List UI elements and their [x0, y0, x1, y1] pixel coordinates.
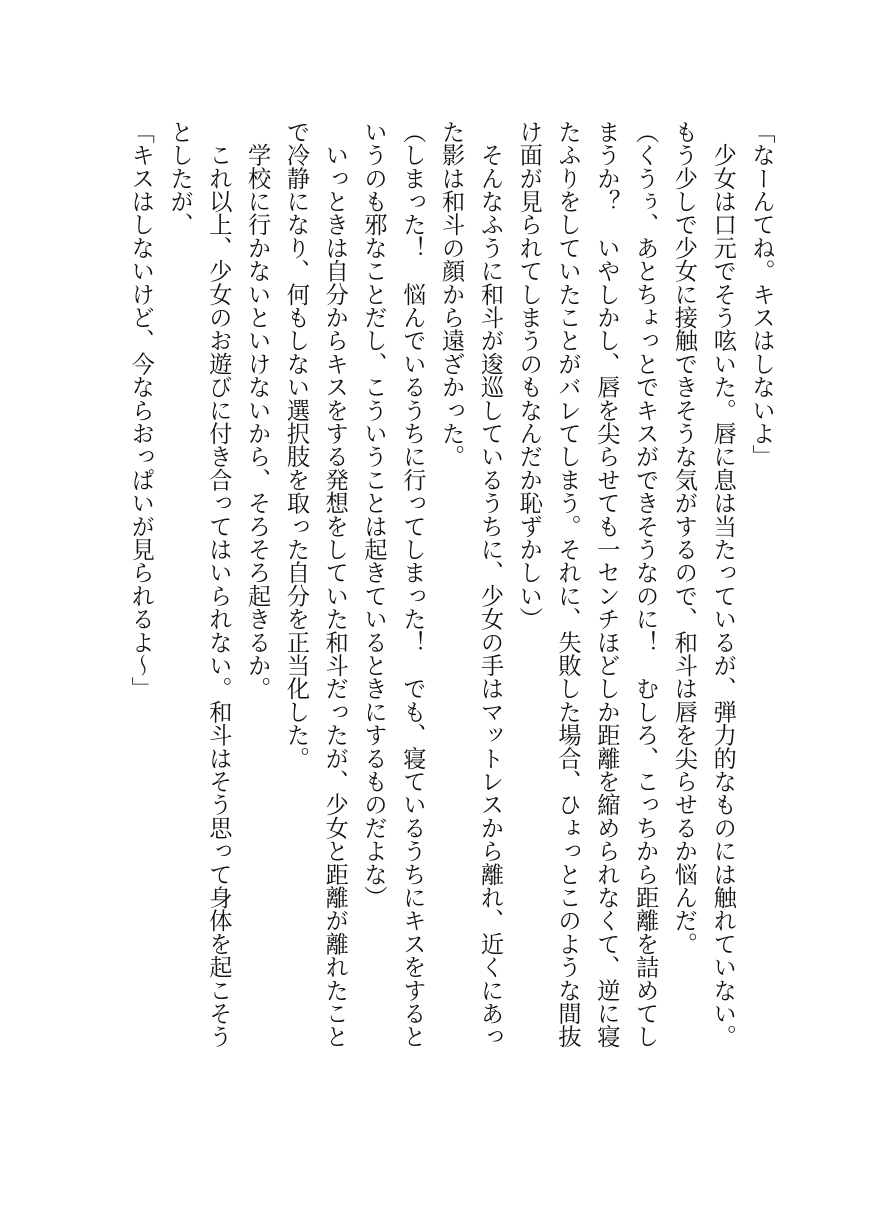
- text-line-5: まうか？ いやしかし、唇を尖らせても一センチほどしか距離を縮められなくて、逆に寝: [592, 120, 620, 1048]
- text-line-2: 少女は口元でそう呟いた。唇に息は当たっているが、弾力的なものには触れていない。: [709, 120, 737, 1048]
- text-line-14: 学校に行かないといけないから、そろそろ起きるか。: [243, 120, 271, 700]
- text-line-1: 「なーんてね。キスはしないよ」: [748, 120, 775, 468]
- text-line-8: そんなふうに和斗が逡巡しているうちに、少女の手はマットレスから離れ、近くにあっ: [476, 120, 504, 1048]
- text-line-3: もう少しで少女に接触できそうな気がするので、和斗は唇を尖らせるか悩んだ。: [670, 120, 698, 956]
- vertical-text-body: [120, 120, 780, 1130]
- text-line-10: （しまった！ 悩んでいるうちに行ってしまった！ でも、寝ているうちにキスをすると: [398, 120, 426, 1048]
- text-line-15: これ以上、少女のお遊びに付き合ってはいられない。和斗はそう思って身体を起こそう: [204, 120, 232, 1048]
- text-line-4: （くうぅ、あとちょっとでキスができそうなのに！ むしろ、こっちから距離を詰めてし: [631, 120, 659, 1048]
- text-line-9: た影は和斗の顔から遠ざかった。: [437, 120, 465, 468]
- text-line-17: 「キスはしないけど、今ならおっぱいが見られるよ〜」: [127, 120, 155, 700]
- text-line-12: いっときは自分からキスをする発想をしていた和斗だったが、少女と距離が離れたこと: [321, 120, 349, 1048]
- text-line-13: で冷静になり、何もしない選択肢を取った自分を正当化した。: [282, 120, 310, 770]
- text-line-6: たふりをしていたことがバレてしまう。それに、失敗した場合、ひょっとこのような間抜: [554, 120, 582, 1048]
- text-line-7: け面が見られてしまうのもなんだか恥ずかしい）: [515, 120, 543, 631]
- text-line-11: いうのも邪なことだし、こういうことは起きているときにするものだよな）: [360, 120, 388, 909]
- text-line-16: としたが、: [166, 120, 194, 236]
